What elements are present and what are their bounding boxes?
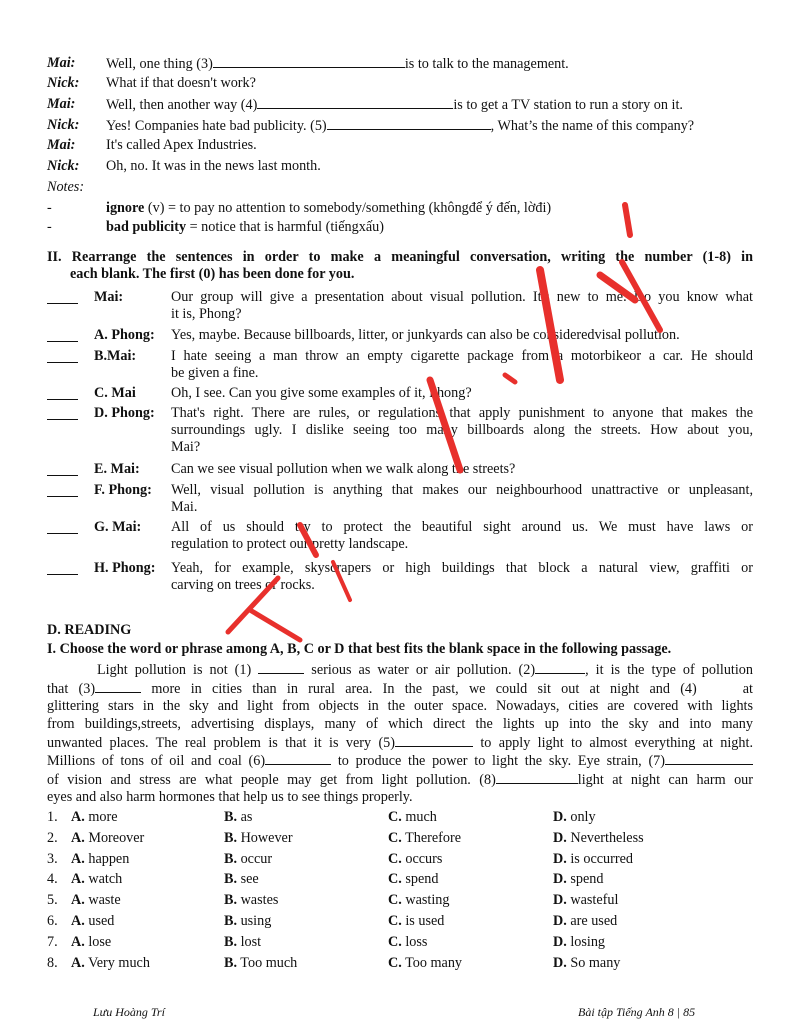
speaker-label: Nick: xyxy=(47,75,80,91)
note-term: ignore xyxy=(106,200,145,216)
note-definition: (v) = to pay no attention to somebody/something (khôngđể ý đến, lờđi) xyxy=(144,200,552,216)
option-text: is used xyxy=(401,913,445,929)
conversation-line: All of us should try to protect the beautiful sight around us. We must have laws or xyxy=(171,519,753,535)
option-text: Moreover xyxy=(84,829,145,846)
option-text: However xyxy=(237,829,293,846)
option-letter: A. xyxy=(71,933,85,950)
dialogue-text: Oh, no. It was in the news last month. xyxy=(106,158,321,174)
speaker-label: Mai: xyxy=(47,96,76,112)
passage-text: Light pollution is not (1) xyxy=(97,662,259,678)
watermark-stroke xyxy=(333,562,350,600)
option-text: wastes xyxy=(237,892,279,909)
option-letter: A. xyxy=(71,871,85,888)
option-letter: B. xyxy=(224,913,238,929)
option-text: watch xyxy=(84,871,123,888)
option-letter: C. xyxy=(388,829,402,846)
option-letter: B. xyxy=(224,829,238,846)
note-definition: = notice that is harmful (tiếngxấu) xyxy=(186,219,384,235)
option-letter: B. xyxy=(224,933,238,950)
option-text: as xyxy=(237,809,253,825)
passage-text: serious as water or air pollution. (2) xyxy=(304,662,536,678)
option-letter: D. xyxy=(553,954,567,971)
option-text: much xyxy=(401,809,437,825)
option-text: Very much xyxy=(84,954,150,971)
option-text: spend xyxy=(401,871,439,888)
option-letter: C. xyxy=(388,913,402,929)
option-letter: A. xyxy=(71,913,85,929)
speaker-label: E. Mai: xyxy=(94,461,140,477)
conversation-line: Yeah, for example, skyscrapers or high buildings that block a natural view, graffiti or xyxy=(171,560,753,576)
option-text: see xyxy=(237,871,259,888)
conversation-line: Our group will give a presentation about visual pollution. It's new to me. Do you know what xyxy=(171,289,753,305)
conversation-line: I hate seeing a man throw an empty cigarette package from a motorbikeor a car. He should xyxy=(171,348,753,364)
option-letter: C. xyxy=(388,871,402,888)
speaker-label: F. Phong: xyxy=(94,482,152,498)
question-number: 2. xyxy=(47,829,58,846)
watermark-stroke xyxy=(300,525,316,555)
conversation-line: Mai. xyxy=(171,499,198,516)
option-text: loss xyxy=(401,933,428,950)
option-text: Nevertheless xyxy=(566,829,644,846)
question-number: 7. xyxy=(47,933,58,950)
dialogue-text: It's called Apex Industries. xyxy=(106,137,257,153)
conversation-line: it is, Phong? xyxy=(171,306,242,323)
question-number: 3. xyxy=(47,850,58,867)
passage-text: unwanted places. The real problem is that it is very (5) xyxy=(47,735,395,751)
option-letter: D. xyxy=(553,829,567,846)
option-text: only xyxy=(566,809,596,825)
option-text: occurs xyxy=(401,850,443,867)
option-text: Therefore xyxy=(401,829,462,846)
speaker-label: B.Mai: xyxy=(94,348,137,364)
option-letter: B. xyxy=(224,892,238,909)
option-letter: D. xyxy=(553,809,567,825)
passage-text: , it is the type of pollution xyxy=(585,662,753,678)
passage-text: at xyxy=(742,681,753,697)
footer-author: Lưu Hoàng Trí xyxy=(93,1005,165,1019)
option-text: using xyxy=(237,913,272,929)
passage-text: eyes and also harm hormones that help us to see things properly. xyxy=(47,789,413,805)
option-text: wasting xyxy=(401,892,450,909)
option-letter: A. xyxy=(71,954,85,971)
passage-text: from buildings,streets, advertising displays, many of which direct the lights up into the sky and into many xyxy=(47,716,753,732)
option-letter: C. xyxy=(388,850,402,867)
option-text: occur xyxy=(237,850,273,867)
passage-text: that (3) xyxy=(47,681,96,697)
option-text: spend xyxy=(566,871,604,888)
question-number: 4. xyxy=(47,871,58,888)
dialogue-text: Yes! Companies hate bad publicity. (5) xyxy=(106,118,327,134)
question-number: 1. xyxy=(47,809,58,825)
option-text: more xyxy=(84,809,118,825)
conversation-line: Yes, maybe. Because billboards, litter, or junkyards can also be consideredvisal pollution. xyxy=(171,327,680,343)
option-letter: D. xyxy=(553,913,567,929)
option-letter: D. xyxy=(553,871,567,888)
conversation-line: regulation to protect our pretty landscape. xyxy=(171,536,409,553)
option-letter: A. xyxy=(71,809,85,825)
dialogue-text: What if that doesn't work? xyxy=(106,75,256,91)
speaker-label: D. Phong: xyxy=(94,405,155,421)
option-letter: D. xyxy=(553,933,567,950)
option-letter: A. xyxy=(71,850,85,867)
reading-heading: D. READING xyxy=(47,622,132,638)
passage-text: light at night can harm our xyxy=(577,772,753,788)
option-letter: B. xyxy=(224,809,238,825)
option-text: lost xyxy=(237,933,262,950)
option-text: happen xyxy=(84,850,130,867)
question-number: 8. xyxy=(47,954,58,971)
option-letter: C. xyxy=(388,892,402,909)
option-letter: A. xyxy=(71,829,85,846)
speaker-label: Mai: xyxy=(47,137,76,153)
option-letter: A. xyxy=(71,892,85,909)
conversation-line: That's right. There are rules, or regulations that apply punishment to anyone that makes the xyxy=(171,405,753,421)
speaker-label: Nick: xyxy=(47,158,80,174)
passage-text: to produce the power to light the sky. Eye strain, (7) xyxy=(331,753,665,769)
speaker-label: H. Phong: xyxy=(94,560,156,576)
speaker-label: C. Mai xyxy=(94,385,136,401)
notes-label: Notes: xyxy=(47,179,85,195)
option-letter: C. xyxy=(388,954,402,971)
conversation-line: Oh, I see. Can you give some examples of it, Phong? xyxy=(171,385,472,401)
option-text: So many xyxy=(566,954,621,971)
option-letter: D. xyxy=(553,892,567,909)
section2-instruction-line2: each blank. The first (0) has been done for you. xyxy=(70,266,355,282)
watermark-stroke xyxy=(625,205,630,235)
dialogue-text: , What’s the name of this company? xyxy=(490,118,695,134)
speaker-label: A. Phong: xyxy=(94,327,155,343)
conversation-line: carving on trees or rocks. xyxy=(171,577,315,594)
option-text: losing xyxy=(566,933,606,950)
conversation-line: surroundings ugly. I dislike seeing too many billboards along the streets. How about you, xyxy=(171,422,753,439)
option-text: are used xyxy=(566,913,618,929)
speaker-label: Mai: xyxy=(94,289,124,305)
passage-text: Millions of tons of oil and coal (6) xyxy=(47,753,266,769)
section2-instruction-line1: II. Rearrange the sentences in order to make a meaningful conversation, writing the number (1-8) in xyxy=(47,249,753,265)
option-letter: B. xyxy=(224,954,238,971)
passage-text: glittering stars in the sky and light from objects in the outer space. Nowadays, cities are covered with lights xyxy=(47,698,753,714)
option-text: Too much xyxy=(237,954,298,971)
note-dash: - xyxy=(47,200,52,216)
speaker-label: Nick: xyxy=(47,117,80,133)
dialogue-text: Well, then another way (4) xyxy=(106,97,258,113)
dialogue-text: Well, one thing (3) xyxy=(106,56,213,72)
option-letter: D. xyxy=(553,850,567,867)
watermark-stroke xyxy=(250,610,300,640)
reading-instruction: I. Choose the word or phrase among A, B, C or D that best fits the blank space in the following passage. xyxy=(47,641,672,657)
option-text: Too many xyxy=(401,954,463,971)
passage-text: to apply light to almost everything at night. xyxy=(473,735,753,751)
watermark-stroke xyxy=(505,375,515,382)
option-text: waste xyxy=(84,892,121,909)
conversation-line: be given a fine. xyxy=(171,365,259,382)
option-letter: C. xyxy=(388,809,402,825)
watermark-stroke xyxy=(540,270,560,380)
option-letter: B. xyxy=(224,850,238,867)
question-number: 6. xyxy=(47,913,58,929)
option-text: wasteful xyxy=(566,892,619,909)
speaker-label: Mai: xyxy=(47,55,76,71)
note-dash: - xyxy=(47,219,52,235)
passage-text: more in cities than in rural area. In the past, we could sit out at night and (4) xyxy=(141,681,697,697)
option-text: lose xyxy=(84,933,112,950)
watermark-stroke xyxy=(430,380,460,470)
question-number: 5. xyxy=(47,892,58,909)
dialogue-text: is to get a TV station to run a story on it. xyxy=(453,97,683,113)
passage-text: of vision and stress are what people may get from light pollution. (8) xyxy=(47,772,496,788)
conversation-line: Well, visual pollution is anything that makes our neighbourhood unattractive or unpleasant, xyxy=(171,482,753,498)
dialogue-text: is to talk to the management. xyxy=(404,56,569,72)
footer-page-info: Bài tập Tiếng Anh 8 | 85 xyxy=(578,1005,696,1019)
note-term: bad publicity xyxy=(106,219,187,235)
option-letter: C. xyxy=(388,933,402,950)
conversation-line: Can we see visual pollution when we walk along the streets? xyxy=(171,461,516,477)
option-text: is occurred xyxy=(566,850,633,867)
option-text: used xyxy=(84,913,115,929)
option-letter: B. xyxy=(224,871,238,888)
speaker-label: G. Mai: xyxy=(94,519,142,535)
conversation-line: Mai? xyxy=(171,439,201,456)
